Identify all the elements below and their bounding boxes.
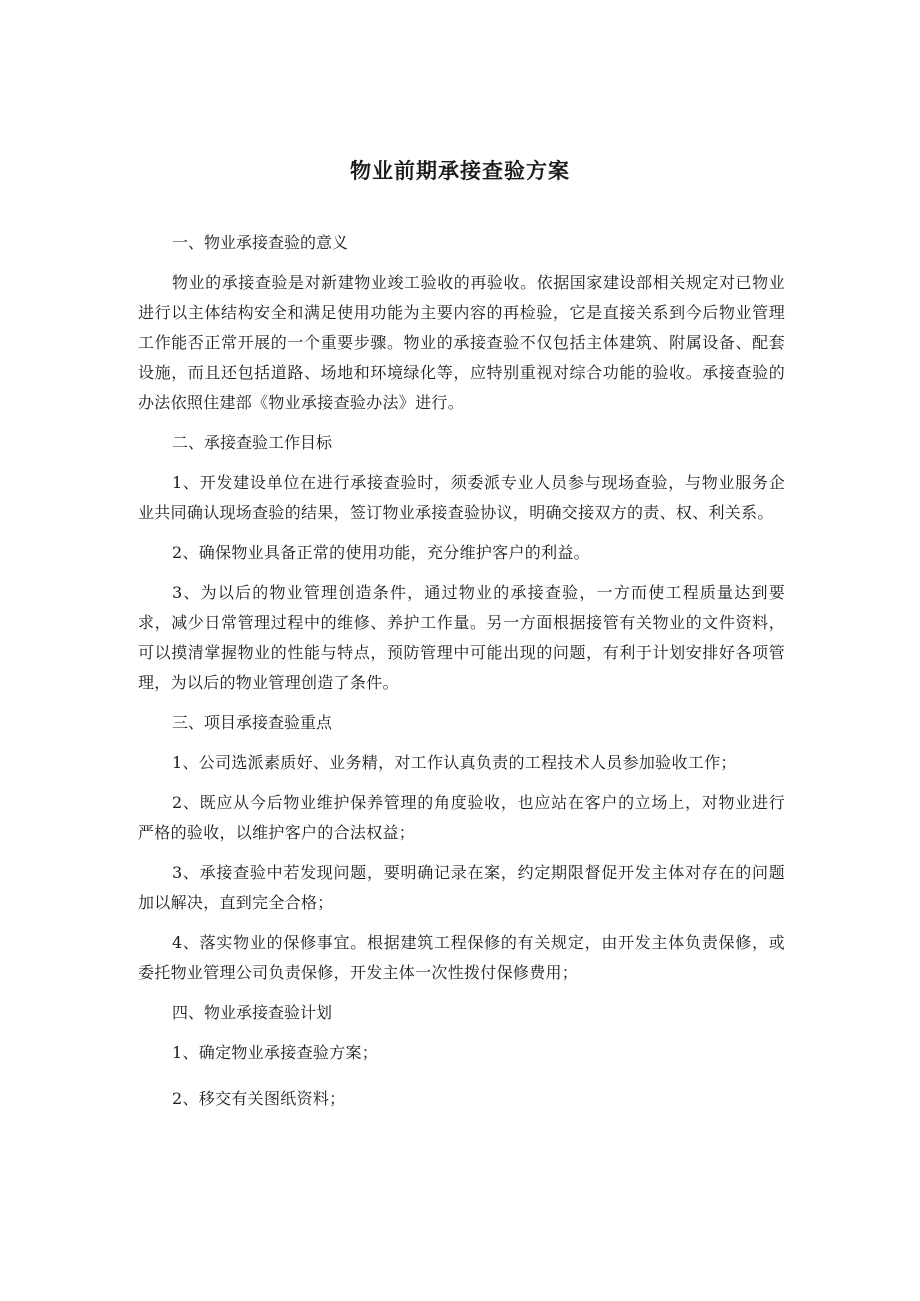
paragraph: 1、公司选派素质好、业务精，对工作认真负责的工程技术人员参加验收工作；	[172, 753, 737, 772]
section-heading: 一、物业承接查验的意义	[172, 233, 349, 252]
paragraph: 3、承接查验中若发现问题，要明确记录在案，约定期限督促开发主体对存在的问题加以解决，直到完全合格；	[138, 863, 785, 912]
paragraph: 2、移交有关图纸资料；	[172, 1089, 346, 1108]
paragraph: 2、确保物业具备正常的使用功能，充分维护客户的利益。	[172, 543, 590, 562]
paragraph: 2、既应从今后物业维护保养管理的角度验收，也应站在客户的立场上，对物业进行严格的验收，以维护客户的合法权益；	[138, 793, 785, 842]
document-title: 物业前期承接查验方案	[350, 159, 570, 183]
paragraph: 1、开发建设单位在进行承接查验时，须委派专业人员参与现场查验，与物业服务企业共同确认现场查验的结果，签订物业承接查验协议，明确交接双方的责、权、利关系。	[138, 473, 785, 522]
section-heading: 三、项目承接查验重点	[172, 713, 333, 732]
section-heading: 四、物业承接查验计划	[172, 1003, 333, 1022]
paragraph: 3、为以后的物业管理创造条件，通过物业的承接查验，一方而使工程质量达到要求，减少日常管理过程中的维修、养护工作量。另一方面根据接管有关物业的文件资料，可以摸清掌握物业的性能与特点，预防管理中可能出现的问题，有利于计划安排好各项管理，为以后的物业管理创造了条件。	[138, 583, 785, 692]
document-body	[138, 228, 785, 1124]
paragraph: 物业的承接查验是对新建物业竣工验收的再验收。依据国家建设部相关规定对已物业进行以主体结构安全和满足使用功能为主要内容的再检验，它是直接关系到今后物业管理工作能否正常开展的一个重要步骤。物业的承接查验不仅包括主体建筑、附属设备、配套设施，而且还包括道路、场地和环境绿化等，应特别重视对综合功能的验收。承接查验的办法依照住建部《物业承接查验办法》进行。	[138, 273, 785, 412]
paragraph: 1、确定物业承接查验方案；	[172, 1043, 379, 1062]
section-heading: 二、承接查验工作目标	[172, 433, 333, 452]
paragraph: 4、落实物业的保修事宜。根据建筑工程保修的有关规定，由开发主体负责保修，或委托物业管理公司负责保修，开发主体一次性拨付保修费用；	[138, 933, 785, 982]
